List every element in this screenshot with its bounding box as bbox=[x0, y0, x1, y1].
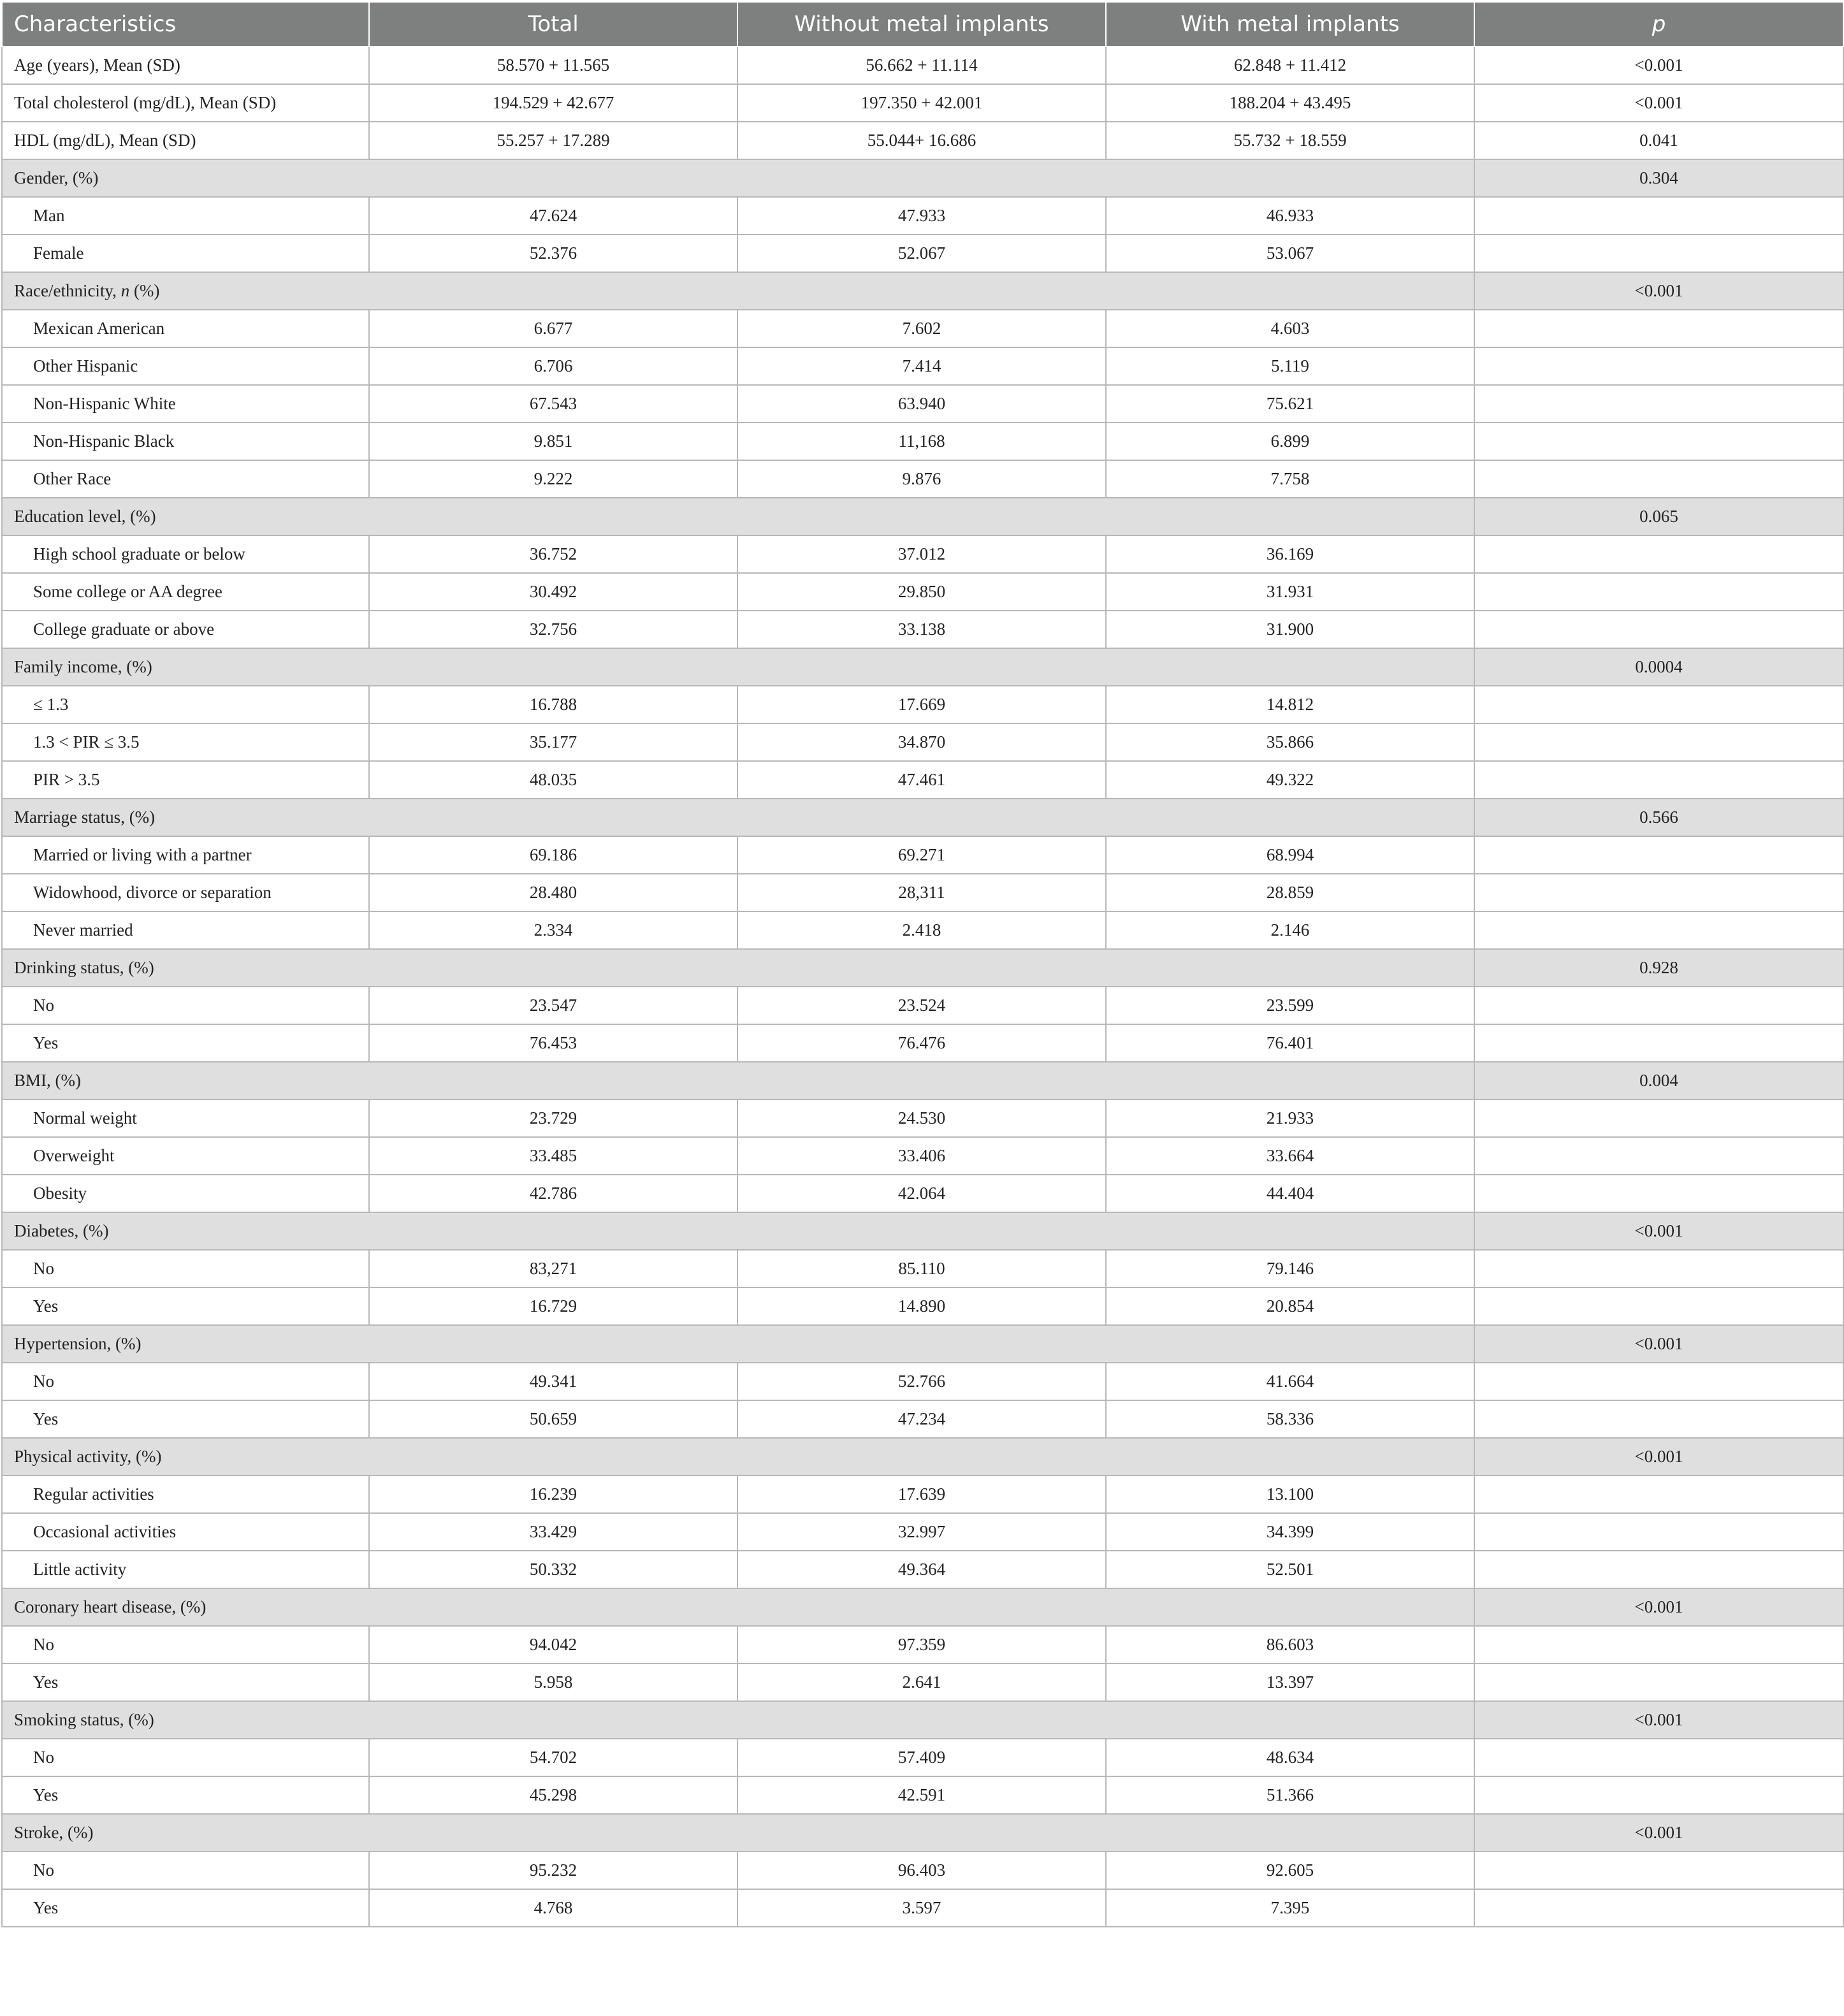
group-label-text: Hypertension, (%) bbox=[14, 1334, 142, 1353]
group-label-text: Family income, (%) bbox=[14, 657, 152, 676]
group-label-text: Smoking status, (%) bbox=[14, 1710, 154, 1729]
total-cell: 54.702 bbox=[369, 1739, 737, 1776]
p-value-cell bbox=[1474, 535, 1843, 573]
total-cell: 4.768 bbox=[369, 1889, 737, 1927]
total-cell: 48.035 bbox=[369, 761, 737, 799]
table-group-row bbox=[2, 1438, 1843, 1476]
with-implants-cell: 7.758 bbox=[1106, 460, 1474, 498]
with-implants-cell: 188.204 + 43.495 bbox=[1106, 84, 1474, 122]
total-cell: 33.485 bbox=[369, 1137, 737, 1175]
total-cell: 16.239 bbox=[369, 1476, 737, 1513]
p-value-cell: 0.004 bbox=[1474, 1062, 1843, 1099]
group-label bbox=[2, 1212, 1474, 1250]
table-row bbox=[2, 310, 1843, 347]
p-value-cell bbox=[1474, 1852, 1843, 1889]
table-row bbox=[2, 385, 1843, 423]
table-row bbox=[2, 122, 1843, 159]
p-value-cell bbox=[1474, 1099, 1843, 1137]
row-label-cell: Yes bbox=[2, 1776, 369, 1814]
without-implants-cell: 28,311 bbox=[737, 874, 1106, 911]
row-label-cell: Yes bbox=[2, 1400, 369, 1438]
with-implants-cell: 36.169 bbox=[1106, 535, 1474, 573]
table-group-row bbox=[2, 272, 1843, 310]
total-cell: 42.786 bbox=[369, 1175, 737, 1212]
without-implants-cell: 32.997 bbox=[737, 1513, 1106, 1551]
total-cell: 47.624 bbox=[369, 197, 737, 235]
table-row bbox=[2, 611, 1843, 648]
row-label-cell: Mexican American bbox=[2, 310, 369, 347]
table-group-row bbox=[2, 1062, 1843, 1099]
row-label-cell: Other Race bbox=[2, 460, 369, 498]
total-cell: 35.177 bbox=[369, 723, 737, 761]
p-value-cell bbox=[1474, 197, 1843, 235]
with-implants-cell: 4.603 bbox=[1106, 310, 1474, 347]
total-cell: 23.729 bbox=[369, 1099, 737, 1137]
total-cell: 55.257 + 17.289 bbox=[369, 122, 737, 159]
without-implants-cell: 14.890 bbox=[737, 1287, 1106, 1325]
table-row bbox=[2, 1664, 1843, 1701]
table-row bbox=[2, 1889, 1843, 1927]
p-value-cell bbox=[1474, 874, 1843, 911]
group-label-text: Coronary heart disease, (%) bbox=[14, 1597, 207, 1616]
with-implants-cell: 35.866 bbox=[1106, 723, 1474, 761]
p-value-cell bbox=[1474, 836, 1843, 874]
table-group-row bbox=[2, 1701, 1843, 1739]
p-value-cell: 0.928 bbox=[1474, 949, 1843, 987]
with-implants-cell: 62.848 + 11.412 bbox=[1106, 47, 1474, 84]
total-cell: 76.453 bbox=[369, 1024, 737, 1062]
table-row bbox=[2, 197, 1843, 235]
p-value-cell: 0.041 bbox=[1474, 122, 1843, 159]
p-value-cell: <0.001 bbox=[1474, 1701, 1843, 1739]
table-group-row bbox=[2, 949, 1843, 987]
without-implants-cell: 55.044+ 16.686 bbox=[737, 122, 1106, 159]
table-row bbox=[2, 723, 1843, 761]
table-row bbox=[2, 1626, 1843, 1664]
p-value-cell: <0.001 bbox=[1474, 272, 1843, 310]
without-implants-cell: 11,168 bbox=[737, 423, 1106, 460]
without-implants-cell: 52.067 bbox=[737, 235, 1106, 272]
table-row bbox=[2, 1099, 1843, 1137]
row-label-cell: Normal weight bbox=[2, 1099, 369, 1137]
table-row bbox=[2, 84, 1843, 122]
with-implants-cell: 6.899 bbox=[1106, 423, 1474, 460]
table-group-row bbox=[2, 1212, 1843, 1250]
table-group-row bbox=[2, 799, 1843, 836]
total-cell: 6.677 bbox=[369, 310, 737, 347]
with-implants-cell: 76.401 bbox=[1106, 1024, 1474, 1062]
without-implants-cell: 24.530 bbox=[737, 1099, 1106, 1137]
group-label-text: Stroke, (%) bbox=[14, 1823, 94, 1842]
row-label-cell: Yes bbox=[2, 1024, 369, 1062]
without-implants-cell: 17.669 bbox=[737, 686, 1106, 723]
with-implants-cell: 49.322 bbox=[1106, 761, 1474, 799]
group-label-text: Marriage status, (%) bbox=[14, 808, 156, 827]
row-label-cell: Obesity bbox=[2, 1175, 369, 1212]
row-label-cell: Widowhood, divorce or separation bbox=[2, 874, 369, 911]
with-implants-cell: 13.100 bbox=[1106, 1476, 1474, 1513]
p-value-cell bbox=[1474, 573, 1843, 611]
with-implants-cell: 21.933 bbox=[1106, 1099, 1474, 1137]
total-cell: 50.659 bbox=[369, 1400, 737, 1438]
with-implants-cell: 58.336 bbox=[1106, 1400, 1474, 1438]
row-label-cell: High school graduate or below bbox=[2, 535, 369, 573]
total-cell: 94.042 bbox=[369, 1626, 737, 1664]
total-cell: 194.529 + 42.677 bbox=[369, 84, 737, 122]
table-row bbox=[2, 1287, 1843, 1325]
with-implants-cell: 23.599 bbox=[1106, 987, 1474, 1024]
row-label-cell: Married or living with a partner bbox=[2, 836, 369, 874]
with-implants-cell: 55.732 + 18.559 bbox=[1106, 122, 1474, 159]
p-value-cell bbox=[1474, 1024, 1843, 1062]
without-implants-cell: 47.933 bbox=[737, 197, 1106, 235]
header-p-value: p bbox=[1474, 2, 1843, 47]
with-implants-cell: 28.859 bbox=[1106, 874, 1474, 911]
p-value-cell bbox=[1474, 1776, 1843, 1814]
with-implants-cell: 79.146 bbox=[1106, 1250, 1474, 1287]
p-value-cell bbox=[1474, 1175, 1843, 1212]
p-value-cell bbox=[1474, 1551, 1843, 1588]
with-implants-cell: 7.395 bbox=[1106, 1889, 1474, 1927]
p-value-cell bbox=[1474, 1363, 1843, 1400]
without-implants-cell: 85.110 bbox=[737, 1250, 1106, 1287]
p-value-cell bbox=[1474, 1664, 1843, 1701]
total-cell: 2.334 bbox=[369, 911, 737, 949]
table-row bbox=[2, 1776, 1843, 1814]
total-cell: 23.547 bbox=[369, 987, 737, 1024]
row-label-cell: ≤ 1.3 bbox=[2, 686, 369, 723]
table-row bbox=[2, 836, 1843, 874]
p-value-cell bbox=[1474, 723, 1843, 761]
row-label-cell: PIR > 3.5 bbox=[2, 761, 369, 799]
table-row bbox=[2, 347, 1843, 385]
group-label-text: Race/ethnicity, bbox=[14, 281, 121, 300]
table-group-row bbox=[2, 1588, 1843, 1626]
without-implants-cell: 49.364 bbox=[737, 1551, 1106, 1588]
without-implants-cell: 47.234 bbox=[737, 1400, 1106, 1438]
group-label bbox=[2, 1062, 1474, 1099]
characteristics-table bbox=[1, 1, 1844, 1927]
p-value-cell: <0.001 bbox=[1474, 1212, 1843, 1250]
p-value-cell: <0.001 bbox=[1474, 47, 1843, 84]
row-label-cell: Yes bbox=[2, 1889, 369, 1927]
p-value-cell bbox=[1474, 460, 1843, 498]
total-cell: 16.729 bbox=[369, 1287, 737, 1325]
with-implants-cell: 34.399 bbox=[1106, 1513, 1474, 1551]
row-label-cell: Female bbox=[2, 235, 369, 272]
table-row bbox=[2, 1024, 1843, 1062]
total-cell: 95.232 bbox=[369, 1852, 737, 1889]
p-value-cell: 0.566 bbox=[1474, 799, 1843, 836]
row-label-cell: Some college or AA degree bbox=[2, 573, 369, 611]
total-cell: 9.222 bbox=[369, 460, 737, 498]
without-implants-cell: 63.940 bbox=[737, 385, 1106, 423]
p-value-cell bbox=[1474, 423, 1843, 460]
group-label-suffix: (%) bbox=[129, 281, 160, 300]
total-cell: 69.186 bbox=[369, 836, 737, 874]
table-row bbox=[2, 987, 1843, 1024]
without-implants-cell: 69.271 bbox=[737, 836, 1106, 874]
with-implants-cell: 14.812 bbox=[1106, 686, 1474, 723]
without-implants-cell: 34.870 bbox=[737, 723, 1106, 761]
p-value-cell bbox=[1474, 1739, 1843, 1776]
with-implants-cell: 48.634 bbox=[1106, 1739, 1474, 1776]
without-implants-cell: 33.138 bbox=[737, 611, 1106, 648]
with-implants-cell: 5.119 bbox=[1106, 347, 1474, 385]
without-implants-cell: 96.403 bbox=[737, 1852, 1106, 1889]
p-value-cell bbox=[1474, 1250, 1843, 1287]
group-label-italic: n bbox=[120, 281, 130, 300]
group-label bbox=[2, 1588, 1474, 1626]
with-implants-cell: 86.603 bbox=[1106, 1626, 1474, 1664]
table-row bbox=[2, 1739, 1843, 1776]
header-with-metal-implants: With metal implants bbox=[1106, 2, 1474, 47]
without-implants-cell: 42.591 bbox=[737, 1776, 1106, 1814]
with-implants-cell: 33.664 bbox=[1106, 1137, 1474, 1175]
row-label-cell: Non-Hispanic White bbox=[2, 385, 369, 423]
with-implants-cell: 44.404 bbox=[1106, 1175, 1474, 1212]
table-row bbox=[2, 535, 1843, 573]
table-row bbox=[2, 1476, 1843, 1513]
p-value-cell: <0.001 bbox=[1474, 1438, 1843, 1476]
table-group-row bbox=[2, 1325, 1843, 1363]
total-cell: 9.851 bbox=[369, 423, 737, 460]
total-cell: 36.752 bbox=[369, 535, 737, 573]
total-cell: 50.332 bbox=[369, 1551, 737, 1588]
total-cell: 33.429 bbox=[369, 1513, 737, 1551]
with-implants-cell: 41.664 bbox=[1106, 1363, 1474, 1400]
table-row bbox=[2, 1250, 1843, 1287]
without-implants-cell: 29.850 bbox=[737, 573, 1106, 611]
table-group-row bbox=[2, 648, 1843, 686]
total-cell: 45.298 bbox=[369, 1776, 737, 1814]
p-value-cell: <0.001 bbox=[1474, 84, 1843, 122]
row-label-cell: Man bbox=[2, 197, 369, 235]
row-label-cell: No bbox=[2, 987, 369, 1024]
group-label-text: Diabetes, (%) bbox=[14, 1221, 109, 1240]
without-implants-cell: 3.597 bbox=[737, 1889, 1106, 1927]
p-value-cell: <0.001 bbox=[1474, 1588, 1843, 1626]
table-row bbox=[2, 1400, 1843, 1438]
group-label bbox=[2, 1438, 1474, 1476]
row-label-cell: Occasional activities bbox=[2, 1513, 369, 1551]
table-row bbox=[2, 686, 1843, 723]
without-implants-cell: 57.409 bbox=[737, 1739, 1106, 1776]
group-label-text: BMI, (%) bbox=[14, 1071, 81, 1090]
p-value-cell bbox=[1474, 987, 1843, 1024]
group-label bbox=[2, 949, 1474, 987]
group-label bbox=[2, 159, 1474, 197]
row-label-cell: Regular activities bbox=[2, 1476, 369, 1513]
table-row bbox=[2, 874, 1843, 911]
total-cell: 49.341 bbox=[369, 1363, 737, 1400]
without-implants-cell: 2.641 bbox=[737, 1664, 1106, 1701]
group-label-text: Physical activity, (%) bbox=[14, 1447, 162, 1466]
p-value-cell bbox=[1474, 611, 1843, 648]
p-value-cell bbox=[1474, 1476, 1843, 1513]
with-implants-cell: 51.366 bbox=[1106, 1776, 1474, 1814]
table-row bbox=[2, 47, 1843, 84]
without-implants-cell: 42.064 bbox=[737, 1175, 1106, 1212]
table-row bbox=[2, 1551, 1843, 1588]
with-implants-cell: 20.854 bbox=[1106, 1287, 1474, 1325]
total-cell: 5.958 bbox=[369, 1664, 737, 1701]
group-label bbox=[2, 1701, 1474, 1739]
header-without-metal-implants: Without metal implants bbox=[737, 2, 1106, 47]
total-cell: 30.492 bbox=[369, 573, 737, 611]
group-label-text: Education level, (%) bbox=[14, 507, 156, 526]
without-implants-cell: 7.602 bbox=[737, 310, 1106, 347]
without-implants-cell: 33.406 bbox=[737, 1137, 1106, 1175]
with-implants-cell: 75.621 bbox=[1106, 385, 1474, 423]
without-implants-cell: 23.524 bbox=[737, 987, 1106, 1024]
row-label-cell: Yes bbox=[2, 1664, 369, 1701]
without-implants-cell: 9.876 bbox=[737, 460, 1106, 498]
p-value-cell bbox=[1474, 686, 1843, 723]
total-cell: 28.480 bbox=[369, 874, 737, 911]
group-label bbox=[2, 1325, 1474, 1363]
row-label-cell: No bbox=[2, 1250, 369, 1287]
p-value-cell: <0.001 bbox=[1474, 1325, 1843, 1363]
table-row bbox=[2, 1175, 1843, 1212]
row-label-cell: Total cholesterol (mg/dL), Mean (SD) bbox=[2, 84, 369, 122]
with-implants-cell: 68.994 bbox=[1106, 836, 1474, 874]
table-header bbox=[2, 2, 1843, 47]
with-implants-cell: 13.397 bbox=[1106, 1664, 1474, 1701]
table-group-row bbox=[2, 498, 1843, 535]
p-value-cell bbox=[1474, 310, 1843, 347]
p-value-cell: <0.001 bbox=[1474, 1814, 1843, 1852]
group-label bbox=[2, 498, 1474, 535]
p-value-cell: 0.065 bbox=[1474, 498, 1843, 535]
p-value-cell bbox=[1474, 911, 1843, 949]
table-group-row bbox=[2, 1814, 1843, 1852]
without-implants-cell: 2.418 bbox=[737, 911, 1106, 949]
row-label-cell: Other Hispanic bbox=[2, 347, 369, 385]
row-label-cell: No bbox=[2, 1852, 369, 1889]
p-value-cell bbox=[1474, 1137, 1843, 1175]
header-row bbox=[2, 2, 1843, 47]
without-implants-cell: 76.476 bbox=[737, 1024, 1106, 1062]
p-value-cell bbox=[1474, 1400, 1843, 1438]
row-label-cell: No bbox=[2, 1739, 369, 1776]
row-label-cell: Little activity bbox=[2, 1551, 369, 1588]
table-row bbox=[2, 1513, 1843, 1551]
with-implants-cell: 46.933 bbox=[1106, 197, 1474, 235]
row-label-cell: Never married bbox=[2, 911, 369, 949]
row-label-cell: HDL (mg/dL), Mean (SD) bbox=[2, 122, 369, 159]
total-cell: 52.376 bbox=[369, 235, 737, 272]
total-cell: 67.543 bbox=[369, 385, 737, 423]
row-label-cell: No bbox=[2, 1626, 369, 1664]
with-implants-cell: 2.146 bbox=[1106, 911, 1474, 949]
table-row bbox=[2, 1852, 1843, 1889]
total-cell: 6.706 bbox=[369, 347, 737, 385]
total-cell: 83,271 bbox=[369, 1250, 737, 1287]
group-label-text: Drinking status, (%) bbox=[14, 958, 154, 977]
p-value-cell bbox=[1474, 761, 1843, 799]
row-label-cell: College graduate or above bbox=[2, 611, 369, 648]
total-cell: 58.570 + 11.565 bbox=[369, 47, 737, 84]
with-implants-cell: 53.067 bbox=[1106, 235, 1474, 272]
table-row bbox=[2, 235, 1843, 272]
without-implants-cell: 7.414 bbox=[737, 347, 1106, 385]
p-value-cell bbox=[1474, 347, 1843, 385]
table-row bbox=[2, 1137, 1843, 1175]
p-value-cell bbox=[1474, 235, 1843, 272]
p-value-cell bbox=[1474, 385, 1843, 423]
header-characteristics: Characteristics bbox=[2, 2, 369, 47]
total-cell: 32.756 bbox=[369, 611, 737, 648]
without-implants-cell: 47.461 bbox=[737, 761, 1106, 799]
group-label bbox=[2, 1814, 1474, 1852]
group-label bbox=[2, 799, 1474, 836]
without-implants-cell: 97.359 bbox=[737, 1626, 1106, 1664]
p-value-cell bbox=[1474, 1513, 1843, 1551]
with-implants-cell: 31.900 bbox=[1106, 611, 1474, 648]
total-cell: 16.788 bbox=[369, 686, 737, 723]
p-value-cell: 0.0004 bbox=[1474, 648, 1843, 686]
table-body bbox=[2, 47, 1843, 1927]
row-label-cell: Non-Hispanic Black bbox=[2, 423, 369, 460]
without-implants-cell: 52.766 bbox=[737, 1363, 1106, 1400]
p-value-cell bbox=[1474, 1626, 1843, 1664]
without-implants-cell: 37.012 bbox=[737, 535, 1106, 573]
table-row bbox=[2, 1363, 1843, 1400]
table-row bbox=[2, 460, 1843, 498]
table-group-row bbox=[2, 159, 1843, 197]
header-total: Total bbox=[369, 2, 737, 47]
table-row bbox=[2, 573, 1843, 611]
without-implants-cell: 197.350 + 42.001 bbox=[737, 84, 1106, 122]
group-label bbox=[2, 648, 1474, 686]
row-label-cell: 1.3 < PIR ≤ 3.5 bbox=[2, 723, 369, 761]
group-label bbox=[2, 272, 1474, 310]
row-label-cell: Age (years), Mean (SD) bbox=[2, 47, 369, 84]
with-implants-cell: 92.605 bbox=[1106, 1852, 1474, 1889]
row-label-cell: Overweight bbox=[2, 1137, 369, 1175]
row-label-cell: No bbox=[2, 1363, 369, 1400]
p-value-cell: 0.304 bbox=[1474, 159, 1843, 197]
with-implants-cell: 52.501 bbox=[1106, 1551, 1474, 1588]
row-label-cell: Yes bbox=[2, 1287, 369, 1325]
table-row bbox=[2, 423, 1843, 460]
group-label-text: Gender, (%) bbox=[14, 168, 99, 187]
p-value-cell bbox=[1474, 1287, 1843, 1325]
without-implants-cell: 56.662 + 11.114 bbox=[737, 47, 1106, 84]
table-row bbox=[2, 761, 1843, 799]
without-implants-cell: 17.639 bbox=[737, 1476, 1106, 1513]
with-implants-cell: 31.931 bbox=[1106, 573, 1474, 611]
table-row bbox=[2, 911, 1843, 949]
p-value-cell bbox=[1474, 1889, 1843, 1927]
